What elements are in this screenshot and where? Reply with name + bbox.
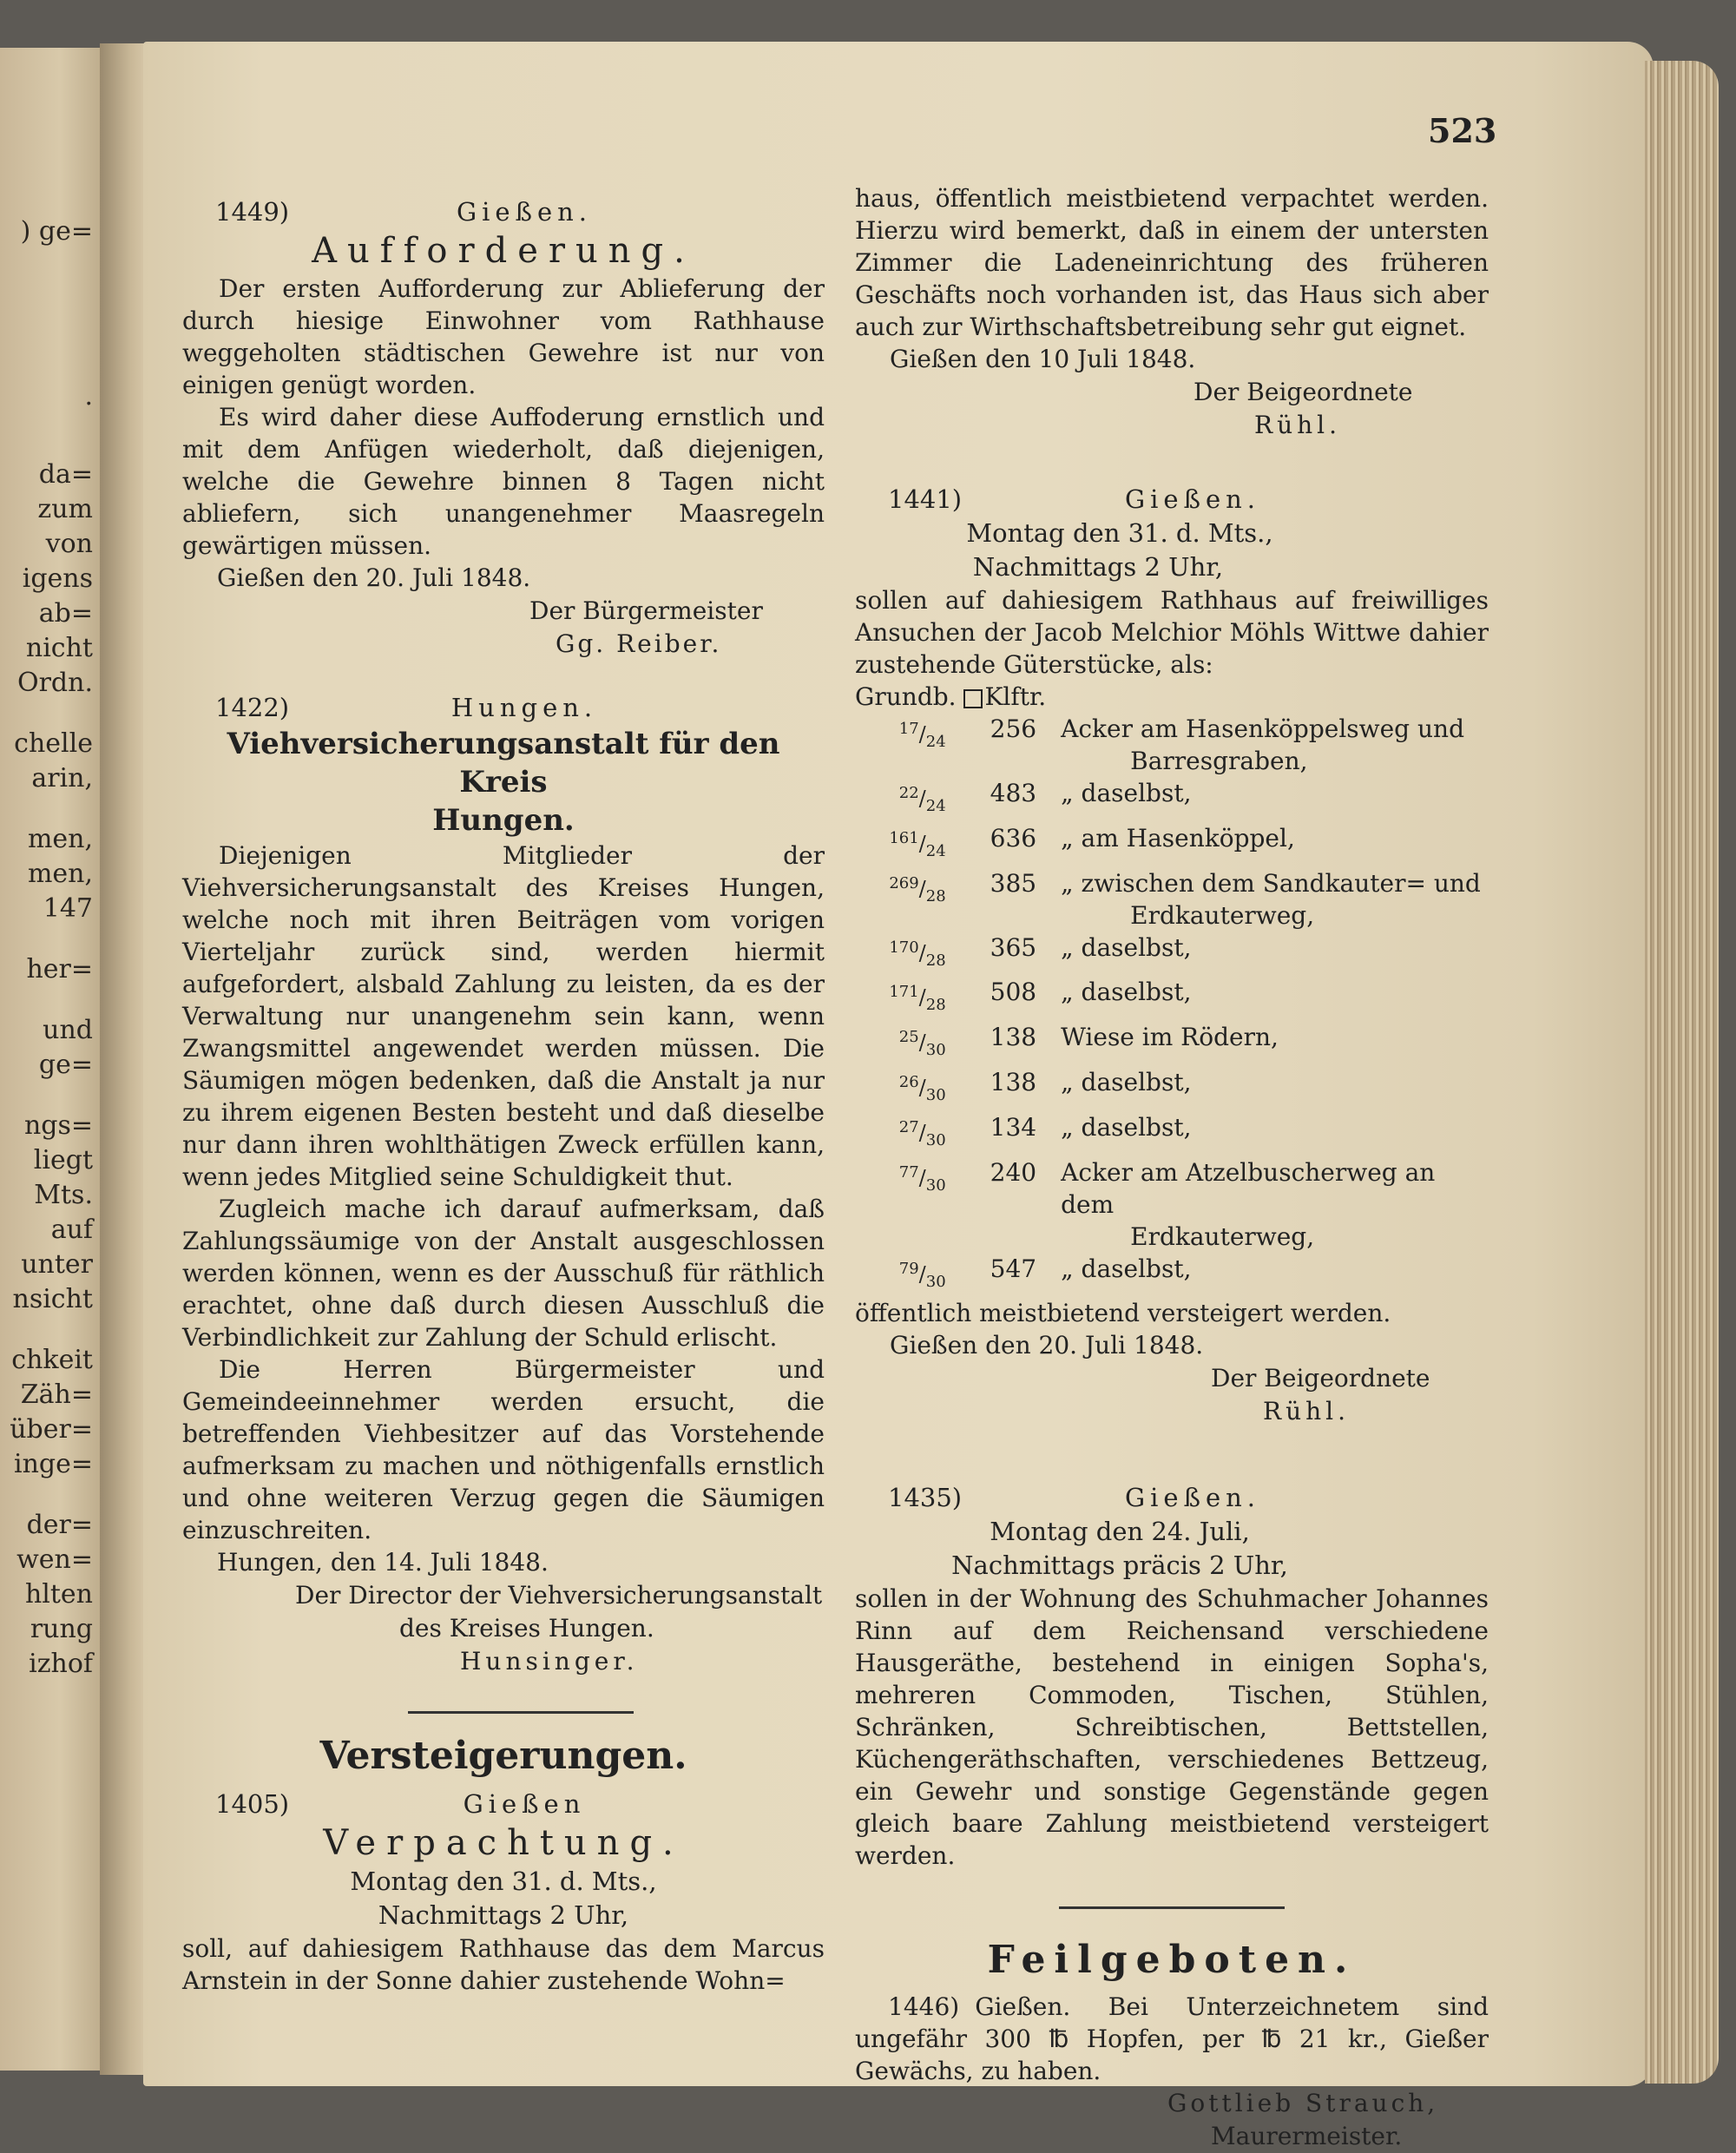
lot-description bbox=[1061, 1111, 1489, 1156]
left-page-fragment: Mts. bbox=[34, 1180, 93, 1210]
left-page-fragment: der= bbox=[26, 1510, 93, 1540]
left-page-fragment: chelle bbox=[14, 728, 93, 759]
table-row bbox=[855, 867, 1489, 932]
table-header bbox=[855, 681, 1489, 713]
lot-description bbox=[1061, 822, 1489, 867]
fraction-numerator: 171 bbox=[889, 983, 919, 1002]
lot-description bbox=[1061, 1253, 1489, 1298]
lot-desc-line: Acker am Atzelbuscherweg an dem bbox=[1061, 1157, 1436, 1219]
fraction-numerator: 22 bbox=[898, 784, 919, 802]
notice-1422 bbox=[182, 690, 825, 1678]
table-row bbox=[855, 822, 1489, 867]
left-page-fragment: nicht bbox=[25, 633, 93, 663]
notice-paragraph: haus, öffentlich meistbietend verpachtet werden. Hierzu wird bemerkt, daß in einem der untersten Zimmer die Ladeneinrichtung des früheren Geschäfts noch vorhanden ist, das Haus sich aber auch zur Wirthschaftsbetreibung sehr gut eignet. bbox=[855, 184, 1489, 341]
lot-desc-line: Wiese im Rödern, bbox=[1061, 1023, 1279, 1052]
fraction-denominator: 28 bbox=[925, 951, 946, 970]
fraction-denominator: 30 bbox=[925, 1175, 946, 1195]
notice-number: 1435) bbox=[888, 1483, 963, 1513]
notice-office: Der Beigeordnete bbox=[1194, 378, 1413, 406]
lot-fraction: $^{269}/_{28}$ bbox=[889, 873, 946, 905]
table-row bbox=[855, 1021, 1489, 1066]
lot-desc-line: „ daselbst, bbox=[1061, 779, 1192, 807]
left-page-fragment: über= bbox=[10, 1414, 93, 1445]
table-row bbox=[855, 1111, 1489, 1156]
notice-number: 1422) bbox=[215, 693, 290, 722]
lot-fraction: $^{27}/_{30}$ bbox=[898, 1117, 946, 1149]
notice-signer: Rühl. bbox=[1254, 411, 1342, 439]
notice-1446 bbox=[855, 1991, 1489, 2153]
fraction-denominator: 28 bbox=[925, 996, 946, 1015]
left-page-fragment: zum bbox=[37, 494, 93, 524]
lot-description bbox=[1061, 777, 1489, 822]
lot-description bbox=[1061, 1066, 1489, 1111]
lot-description bbox=[1061, 932, 1489, 977]
page-number: 523 bbox=[1428, 111, 1497, 150]
left-page-fragment: unter bbox=[21, 1249, 93, 1280]
notice-paragraph: öffentlich meistbietend versteigert werden. bbox=[855, 1299, 1391, 1328]
notice-paragraph: Zugleich mache ich darauf aufmerksam, daß Zahlungssäumige von der Anstalt ausgeschlossen werden können, wenn es der Ausschuß für räthlich erachtet, ohne daß durch diesen Ausschluß die Verbindlichkeit zur Zahlung der Schuld erlischt. bbox=[182, 1195, 825, 1352]
fraction-numerator: 161 bbox=[889, 828, 919, 847]
notice-signer-title: Maurermeister. bbox=[1211, 2122, 1403, 2151]
notice-1435 bbox=[855, 1480, 1489, 1872]
notice-when-time: Nachmittags 2 Uhr, bbox=[972, 552, 1224, 582]
lot-desc-line: „ daselbst, bbox=[1061, 932, 1192, 962]
lot-desc-line: „ daselbst, bbox=[1061, 1254, 1192, 1283]
fraction-denominator: 30 bbox=[925, 1085, 946, 1104]
notice-paragraph: sollen in der Wohnung des Schuhmacher Johannes Rinn auf dem Reichensand verschiedene Hausgeräthe, bestehend in einigen Sopha's, mehreren Commoden, Tischen, Stühlen, Schränken, Schreibtischen, Bettstellen, Küchengeräthschaften, verschiedenes Bettzeug, ein Gewehr und sonstige Gegenstände gegen gleich baare Zahlung meistbietend versteigert werden. bbox=[855, 1584, 1489, 1871]
notice-office: Der Director der Viehversicherungsanstalt bbox=[295, 1581, 823, 1610]
section-title-feilgeboten: Feilgeboten. bbox=[987, 1938, 1357, 1983]
left-page-fragment: ab= bbox=[38, 598, 93, 629]
fraction-denominator: 24 bbox=[925, 796, 946, 815]
lot-fraction: $^{25}/_{30}$ bbox=[898, 1028, 946, 1059]
lot-klafter: 134 bbox=[990, 1112, 1037, 1142]
lot-klafter: 138 bbox=[990, 1023, 1037, 1052]
notice-date: Gießen den 20. Juli 1848. bbox=[890, 1331, 1204, 1360]
fraction-denominator: 30 bbox=[925, 1130, 946, 1149]
left-page-fragment: da= bbox=[38, 459, 93, 490]
left-page-fragment: ngs= bbox=[23, 1110, 93, 1141]
left-page-fragment: auf bbox=[50, 1215, 93, 1245]
notice-paragraph: Diejenigen Mitglieder der Viehversicherungsanstalt des Kreises Hungen, welche noch mit ihren Beiträgen vom vorigen Vierteljahr zurück sind, werden hiermit aufgefordert, alsbald Zahlung zu leisten, da es der Verwaltung nur unangenehm sein kann, wenn Zwangsmittel angewendet werden müssen. Die Säumigen mögen bedenken, daß die Anstalt ja nur zu ihrem eigenen Besten besteht und daß dieselbe nur dann ihren wohlthätigen Zweck erfüllen kann, wenn jedes Mitglied seine Schuldigkeit thut. bbox=[182, 841, 825, 1191]
notice-signer: Hunsinger. bbox=[460, 1647, 639, 1676]
left-page-fragment: izhof bbox=[29, 1649, 93, 1679]
notice-paragraph: Der ersten Aufforderung zur Ablieferung der durch hiesige Einwohner vom Rathhause weggeholten städtischen Gewehre ist nur von einigen genügt worden. bbox=[182, 274, 825, 399]
notice-1441 bbox=[855, 482, 1489, 1428]
table-row bbox=[855, 1156, 1489, 1253]
notice-when-time: Nachmittags präcis 2 Uhr, bbox=[951, 1551, 1288, 1581]
notice-1405-continued bbox=[855, 182, 1489, 442]
notice-text: Gießen. Bei Unterzeichnetem sind ungefähr 300 ℔ Hopfen, per ℔ 21 kr., Gießer Gewächs, zu haben. bbox=[855, 1992, 1489, 2086]
lot-desc-continuation: Erdkauterweg, bbox=[1130, 900, 1315, 930]
lot-fraction: $^{79}/_{30}$ bbox=[898, 1259, 946, 1291]
lot-desc-line: „ daselbst, bbox=[1061, 1067, 1192, 1096]
fraction-denominator: 30 bbox=[925, 1272, 946, 1291]
fraction-denominator: 24 bbox=[925, 732, 946, 751]
left-page-fragment: ) ge= bbox=[20, 216, 93, 247]
notice-number: 1441) bbox=[888, 484, 963, 514]
lot-desc-line: „ daselbst, bbox=[1061, 978, 1192, 1007]
lot-klafter: 483 bbox=[990, 779, 1037, 807]
lot-fraction: $^{22}/_{24}$ bbox=[898, 784, 946, 815]
notice-when: Montag den 31. d. Mts., bbox=[350, 1867, 657, 1896]
table-row bbox=[855, 932, 1489, 977]
lot-fraction: $^{161}/_{24}$ bbox=[889, 828, 946, 860]
fraction-numerator: 269 bbox=[889, 873, 919, 892]
notice-signer: Rühl. bbox=[1263, 1397, 1351, 1426]
left-column bbox=[182, 174, 825, 1997]
lot-klafter: 256 bbox=[990, 714, 1037, 743]
notice-office-line2: des Kreises Hungen. bbox=[399, 1614, 654, 1643]
table-row bbox=[855, 713, 1489, 777]
notice-header bbox=[855, 1480, 1489, 1515]
lot-klafter: 385 bbox=[990, 868, 1037, 898]
notice-paragraph: sollen auf dahiesigem Rathhaus auf freiwilliges Ansuchen der Jacob Melchior Möhls Wittwe dahier zustehende Güterstücke, als: bbox=[855, 586, 1489, 679]
lot-desc-line: Acker am Hasenköppelsweg und bbox=[1061, 714, 1464, 743]
left-page-fragment: von bbox=[45, 529, 93, 559]
table-row bbox=[855, 777, 1489, 822]
notice-title: Verpachtung. bbox=[323, 1823, 684, 1863]
notice-number: 1446) bbox=[888, 1992, 960, 2022]
lot-fraction: $^{17}/_{24}$ bbox=[898, 720, 946, 751]
header-grundb: Grundb. bbox=[855, 682, 957, 711]
left-page-fragment: rung bbox=[30, 1614, 93, 1644]
left-page-fragment: 147 bbox=[43, 893, 93, 924]
notice-place: Gießen bbox=[463, 1789, 586, 1819]
lot-description bbox=[1061, 1021, 1489, 1066]
left-page-fragment: nsicht bbox=[12, 1284, 93, 1314]
left-page-fragment: liegt bbox=[33, 1145, 93, 1175]
header-klftr: Klftr. bbox=[984, 682, 1047, 711]
notice-date: Hungen, den 14. Juli 1848. bbox=[217, 1548, 549, 1577]
notice-paragraph: Die Herren Bürgermeister und Gemeindeeinnehmer werden ersucht, die betreffenden Viehbesitzer auf das Vorstehende aufmerksam zu machen und nöthigenfalls ernstlich und ohne weiteren Verzug gegen die Säumigen einzuschreiten. bbox=[182, 1355, 825, 1544]
section-divider bbox=[1059, 1906, 1285, 1909]
right-column bbox=[855, 182, 1489, 2153]
section-divider bbox=[408, 1711, 634, 1714]
notice-signer: Gg. Reiber. bbox=[556, 629, 722, 658]
left-page-fragment: men, bbox=[27, 859, 93, 889]
lot-klafter: 636 bbox=[990, 823, 1037, 853]
notice-1449 bbox=[182, 194, 825, 661]
notice-office: Der Bürgermeister bbox=[529, 596, 763, 625]
notice-header bbox=[182, 1787, 825, 1821]
lot-klafter: 508 bbox=[990, 978, 1037, 1007]
notice-office: Der Beigeordnete bbox=[1211, 1364, 1430, 1393]
notice-paragraph: Es wird daher diese Auffoderung ernstlich und mit dem Anfügen wiederholt, daß diejenigen, welche die Gewehre binnen 8 Tagen nicht abliefern, sich unangenehmer Maasregeln gewärtigen müssen. bbox=[182, 403, 825, 560]
lot-fraction: $^{77}/_{30}$ bbox=[898, 1162, 946, 1195]
notice-paragraph bbox=[855, 1991, 1489, 2087]
notice-number: 1449) bbox=[215, 197, 290, 227]
lot-description bbox=[1061, 867, 1489, 932]
notice-place: Gießen. bbox=[1124, 1483, 1261, 1513]
fraction-denominator: 30 bbox=[925, 1040, 946, 1059]
fraction-numerator: 77 bbox=[898, 1162, 919, 1182]
notice-header bbox=[182, 690, 825, 725]
fraction-numerator: 26 bbox=[898, 1072, 919, 1091]
notice-title: Aufforderung. bbox=[312, 231, 695, 271]
fraction-numerator: 17 bbox=[898, 720, 919, 738]
fraction-denominator: 24 bbox=[925, 841, 946, 860]
notice-place: Hungen. bbox=[450, 693, 598, 722]
left-page-fragment: Zäh= bbox=[20, 1379, 93, 1410]
notice-date: Gießen den 20. Juli 1848. bbox=[217, 563, 531, 592]
lot-description bbox=[1061, 1156, 1489, 1253]
notice-when-time: Nachmittags 2 Uhr, bbox=[378, 1900, 629, 1930]
fraction-numerator: 170 bbox=[889, 938, 919, 957]
left-page-fragment: men, bbox=[27, 824, 93, 854]
lot-desc-continuation: Barresgraben, bbox=[1130, 747, 1308, 775]
left-page-fragment: . bbox=[84, 381, 93, 412]
lots-table bbox=[855, 713, 1489, 1297]
notice-header bbox=[855, 482, 1489, 517]
lot-fraction: $^{170}/_{28}$ bbox=[889, 938, 946, 970]
lot-klafter: 365 bbox=[990, 932, 1037, 962]
lot-desc-line: „ am Hasenköppel, bbox=[1061, 823, 1295, 853]
notice-number: 1405) bbox=[215, 1789, 290, 1819]
notice-place: Gießen. bbox=[456, 197, 593, 227]
fraction-numerator: 25 bbox=[898, 1028, 919, 1047]
lot-fraction: $^{26}/_{30}$ bbox=[898, 1072, 946, 1104]
notice-1405 bbox=[182, 1787, 825, 1997]
left-page-fragment: Ordn. bbox=[17, 668, 93, 698]
table-row bbox=[855, 1253, 1489, 1298]
lot-klafter: 240 bbox=[990, 1157, 1037, 1187]
notice-when: Montag den 31. d. Mts., bbox=[966, 518, 1273, 548]
lot-klafter: 547 bbox=[990, 1254, 1037, 1283]
left-page-fragment: igens bbox=[22, 563, 93, 594]
left-page-fragment: chkeit bbox=[11, 1345, 93, 1375]
left-page-fragment: und bbox=[43, 1015, 93, 1045]
fraction-numerator: 79 bbox=[898, 1259, 919, 1278]
left-page-fragment: arin, bbox=[31, 763, 93, 793]
section-title-versteigerungen: Versteigerungen. bbox=[319, 1734, 687, 1778]
lot-desc-line: „ zwischen dem Sandkauter= und bbox=[1061, 868, 1481, 898]
notice-title-line2: Hungen. bbox=[432, 803, 575, 838]
notice-header bbox=[182, 194, 825, 229]
left-page-fragment: hlten bbox=[24, 1579, 93, 1610]
lot-description bbox=[1061, 713, 1489, 777]
notice-paragraph: soll, auf dahiesigem Rathhause das dem Marcus Arnstein in der Sonne dahier zustehende Wohn= bbox=[182, 1934, 825, 1995]
left-page-fragment: wen= bbox=[16, 1544, 93, 1575]
table-row bbox=[855, 976, 1489, 1021]
lot-klafter: 138 bbox=[990, 1067, 1037, 1096]
table-row bbox=[855, 1066, 1489, 1111]
notice-signer: Gottlieb Strauch, bbox=[1167, 2089, 1439, 2118]
fraction-numerator: 27 bbox=[898, 1117, 919, 1136]
notice-place: Gießen. bbox=[1124, 484, 1261, 514]
lot-description bbox=[1061, 976, 1489, 1021]
lot-desc-line: „ daselbst, bbox=[1061, 1112, 1192, 1142]
square-icon bbox=[963, 689, 983, 708]
lot-fraction: $^{171}/_{28}$ bbox=[889, 983, 946, 1015]
left-page-fragment: ge= bbox=[38, 1050, 93, 1080]
notice-date: Gießen den 10 Juli 1848. bbox=[890, 345, 1196, 373]
fraction-denominator: 28 bbox=[925, 886, 946, 905]
notice-when: Montag den 24. Juli, bbox=[990, 1517, 1250, 1547]
lot-desc-continuation: Erdkauterweg, bbox=[1130, 1221, 1315, 1251]
left-page-fragment: her= bbox=[26, 954, 93, 984]
notice-title: Viehversicherungsanstalt für den Kreis bbox=[227, 727, 780, 800]
left-page-fragment: inge= bbox=[13, 1449, 93, 1479]
